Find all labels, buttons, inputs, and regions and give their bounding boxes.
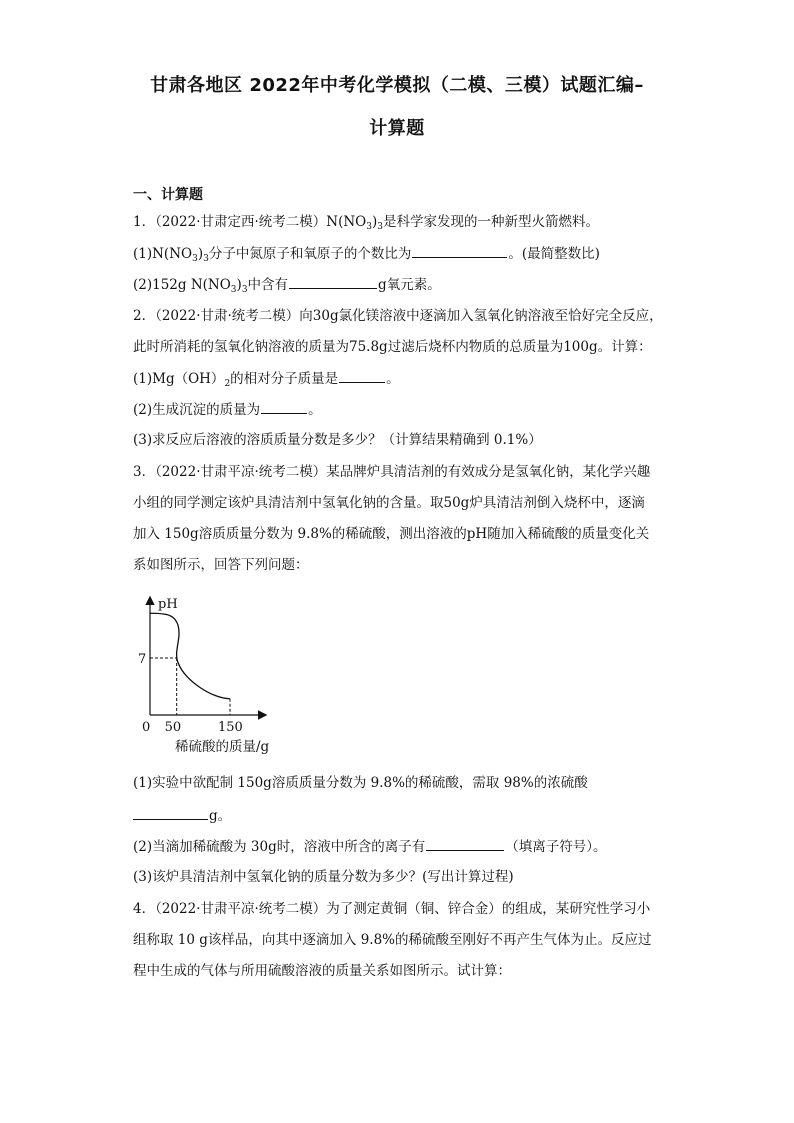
x-tick-label-150: 150 xyxy=(218,720,243,735)
q2-line1: 2．（2022·甘肃·统考二模）向30g氯化镁溶液中逐滴加入氢氧化钠溶液至恰好完全反应， xyxy=(133,308,663,324)
q3-part3: (3)该炉具清洁剂中氢氧化钠的质量分数为多少？(写出计算过程) xyxy=(133,869,514,885)
answer-blank[interactable] xyxy=(261,399,307,414)
ph-curve xyxy=(150,613,230,699)
answer-blank[interactable] xyxy=(426,836,504,851)
q1-stem: 1．（2022·甘肃定西·统考二模）$N(NO_3)_3$是科学家发现的一种新型火箭燃料。 xyxy=(133,214,599,232)
q3-part2: (2)当滴加稀硫酸为 30g时，溶液中所含的离子有 （填离子符号）。 xyxy=(133,836,606,857)
q2-part1: $(1)Mg(OH)_2$的相对分子质量是 。 xyxy=(133,368,400,389)
doc-title-line1: 甘肃各地区 2022年中考化学模拟（二模、三模）试题汇编– xyxy=(150,75,644,96)
answer-blank[interactable] xyxy=(133,805,208,820)
origin-label: 0 xyxy=(142,720,151,735)
q3-part1-b: g。 xyxy=(133,805,231,826)
answer-blank[interactable] xyxy=(412,243,507,258)
answer-blank[interactable] xyxy=(339,368,385,383)
q2-part2: (2)生成沉淀的质量为 。 xyxy=(133,399,322,420)
section-heading: 一、计算题 xyxy=(133,187,203,203)
q1-part2: (2)152g $N(NO_3)_3$中含有 g氧元素。 xyxy=(133,274,441,295)
q2-line2: 此时所消耗的氢氧化钠溶液的质量为75.8g过滤后烧杯内物质的总质量为100g。计算： xyxy=(133,339,652,355)
y-tick-label-7: 7 xyxy=(138,652,147,667)
q3-line1: 3．（2022·甘肃平凉·统考二模）某品牌炉具清洁剂的有效成分是氢氧化钠，某化学兴趣 xyxy=(133,464,651,480)
doc-title-line2: 计算题 xyxy=(369,118,425,139)
q3-part1-a: (1)实验中欲配制 150g溶质质量分数为 9.8%的稀硫酸，需取 98%的浓硫酸 xyxy=(133,775,588,791)
q3-line2: 小组的同学测定该炉具清洁剂中氢氧化钠的含量。取50g炉具清洁剂倒入烧杯中，逐滴 xyxy=(133,495,645,511)
x-tick-label-50: 50 xyxy=(164,720,182,735)
q3-line3: 加入 150g溶质质量分数为 9.8%的稀硫酸，测出溶液的pH随加入稀硫酸的质量变化关 xyxy=(133,526,650,542)
q3-line4: 系如图所示，回答下列问题： xyxy=(133,557,309,573)
q4-line2: 组称取 10 g该样品，向其中逐滴加入 9.8%的稀硫酸至刚好不再产生气体为止。反应过 xyxy=(133,932,652,948)
x-axis-label: 稀硫酸的质量/g xyxy=(175,739,270,755)
y-axis-label: pH xyxy=(158,597,178,612)
answer-blank[interactable] xyxy=(289,274,377,289)
q4-line1: 4．（2022·甘肃平凉·统考二模）为了测定黄铜（铜、锌合金）的组成，某研究性学习小 xyxy=(133,901,651,917)
q1-part1: $(1)N(NO_3)_3$分子中氮原子和氧原子的个数比为 。(最简整数比) xyxy=(133,243,600,264)
q4-line3: 程中生成的气体与所用硫酸溶液的质量关系如图所示。试计算： xyxy=(133,963,511,979)
q2-part3: (3)求反应后溶液的溶质质量分数是多少？（计算结果精确到 0.1%） xyxy=(133,432,542,448)
